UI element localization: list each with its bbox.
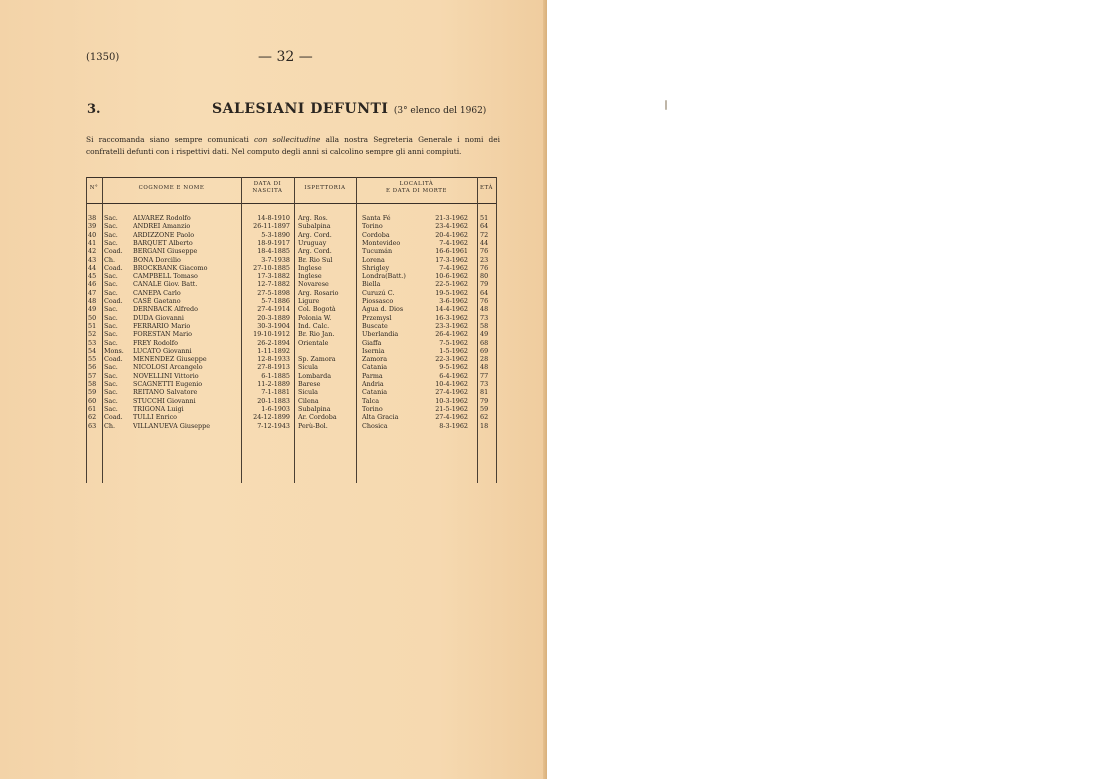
row-place: Isernia <box>362 346 385 355</box>
row-birth: 18-4-1885 <box>257 247 290 256</box>
table-row <box>86 339 497 347</box>
row-inspectorate: Lombarda <box>298 371 332 380</box>
row-death-date: 26-4-1962 <box>435 330 468 339</box>
row-name: NICOLOSI Arcangelo <box>133 363 203 372</box>
row-birth: 20-3-1889 <box>257 313 290 322</box>
row-age: 77 <box>480 371 489 380</box>
deceased-table <box>86 177 497 483</box>
row-age: 49 <box>480 330 489 339</box>
row-place: Cordoba <box>362 230 390 239</box>
table-row <box>86 264 497 272</box>
row-death-date: 27-4-1962 <box>435 413 468 422</box>
row-birth: 14-8-1910 <box>257 214 290 222</box>
row-inspectorate: Inglese <box>298 272 322 281</box>
row-age: 76 <box>480 247 489 256</box>
row-inspectorate: Novarese <box>298 280 329 289</box>
row-number: 62 <box>88 413 97 422</box>
row-death-date: 7-4-1962 <box>439 263 468 272</box>
row-number: 53 <box>88 338 97 347</box>
intro-paragraph <box>86 134 500 158</box>
row-place: Santa Fé <box>362 214 391 222</box>
row-death-date: 14-4-1962 <box>435 305 468 314</box>
row-inspectorate: Arg. Ros. <box>298 214 328 222</box>
row-death-date: 27-4-1962 <box>435 388 468 397</box>
row-inspectorate: Perù-Bol. <box>298 421 328 430</box>
row-birth: 3-7-1938 <box>261 255 290 264</box>
row-age: 76 <box>480 297 489 305</box>
row-birth: 6-1-1885 <box>261 371 290 380</box>
row-inspectorate: Cilena <box>298 396 319 405</box>
row-age: 58 <box>480 321 489 330</box>
row-death-date: 21-5-1962 <box>435 404 468 413</box>
row-name: VILLANUEVA Giuseppe <box>133 421 211 430</box>
row-number: 42 <box>88 247 97 256</box>
row-title: Sac. <box>104 288 118 297</box>
row-place: Torino <box>362 404 383 413</box>
table-row <box>86 322 497 330</box>
row-title: Sac. <box>104 371 118 380</box>
table-top-rule <box>86 177 497 178</box>
row-age: 18 <box>480 421 489 430</box>
row-inspectorate: Ind. Calc. <box>298 321 330 330</box>
row-name: CASÈ Gaetano <box>133 297 181 305</box>
row-name: DERNBACK Alfredo <box>133 305 198 314</box>
table-row <box>86 231 497 239</box>
row-place: Curuzú C. <box>362 288 395 297</box>
row-name: DUDA Giovanni <box>133 313 184 322</box>
row-title: Sac. <box>104 214 118 222</box>
row-birth: 5-3-1890 <box>261 230 290 239</box>
header-birth-line2: NASCITA <box>252 188 283 194</box>
row-title: Mons. <box>104 346 124 355</box>
table-row <box>86 405 497 413</box>
row-name: REITANO Salvatore <box>133 388 198 397</box>
row-number: 46 <box>88 280 97 289</box>
table-row <box>86 413 497 421</box>
table-row <box>86 380 497 388</box>
row-number: 38 <box>88 214 97 222</box>
table-row <box>86 280 497 288</box>
row-title: Sac. <box>104 380 118 388</box>
table-row <box>86 297 497 305</box>
row-number: 51 <box>88 321 97 330</box>
page-reference: (1350) <box>86 52 120 63</box>
row-name: STUCCHI Giovanni <box>133 396 196 405</box>
row-birth: 1-6-1903 <box>261 404 290 413</box>
row-inspectorate: Br. Rio Sul <box>298 255 333 264</box>
row-place: Andria <box>362 380 384 388</box>
row-death-date: 21-3-1962 <box>435 214 468 222</box>
row-title: Sac. <box>104 338 118 347</box>
row-name: CANALE Giov. Batt. <box>133 280 198 289</box>
row-birth: 27-4-1914 <box>257 305 290 314</box>
row-birth: 20-1-1883 <box>257 396 290 405</box>
row-title: Sac. <box>104 280 118 289</box>
row-title: Sac. <box>104 305 118 314</box>
row-age: 51 <box>480 214 489 222</box>
row-place: Parma <box>362 371 383 380</box>
row-birth: 27-8-1913 <box>257 363 290 372</box>
row-death-date: 23-3-1962 <box>435 321 468 330</box>
row-place: Biella <box>362 280 381 289</box>
row-age: 48 <box>480 363 489 372</box>
table-row <box>86 355 497 363</box>
row-place: Chosica <box>362 421 388 430</box>
row-birth: 26-11-1897 <box>253 222 290 231</box>
row-death-date: 20-4-1962 <box>435 230 468 239</box>
row-death-date: 10-3-1962 <box>435 396 468 405</box>
table-row <box>86 247 497 255</box>
row-number: 50 <box>88 313 97 322</box>
row-title: Sac. <box>104 222 118 231</box>
row-inspectorate: Inglese <box>298 263 322 272</box>
row-name: ANDREI Amanzio <box>133 222 191 231</box>
row-birth: 12-7-1882 <box>257 280 290 289</box>
row-age: 28 <box>480 355 489 364</box>
row-title: Sac. <box>104 363 118 372</box>
header-place-line1: LOCALITÀ <box>399 181 434 187</box>
row-death-date: 7-5-1962 <box>439 338 468 347</box>
row-title: Sac. <box>104 330 118 339</box>
section-title-text: SALESIANI DEFUNTI <box>212 101 389 117</box>
row-birth: 24-12-1899 <box>253 413 290 422</box>
row-name: TULLI Enrico <box>133 413 177 422</box>
row-number: 40 <box>88 230 97 239</box>
row-inspectorate: Br. Rio Jan. <box>298 330 335 339</box>
row-place: Agua d. Dios <box>362 305 404 314</box>
row-number: 55 <box>88 355 97 364</box>
row-title: Sac. <box>104 396 118 405</box>
row-title: Coad. <box>104 355 123 364</box>
row-inspectorate: Orientale <box>298 338 329 347</box>
row-name: BONA Dorcilio <box>133 255 181 264</box>
row-place: Giaffa <box>362 338 382 347</box>
row-birth: 5-7-1886 <box>261 297 290 305</box>
header-place <box>356 181 477 195</box>
row-death-date: 16-6-1961 <box>435 247 468 256</box>
row-inspectorate: Ar. Cordoba <box>298 413 337 422</box>
row-age: 44 <box>480 238 489 247</box>
row-number: 48 <box>88 297 97 305</box>
row-place: Uberlandia <box>362 330 399 339</box>
row-age: 64 <box>480 288 489 297</box>
row-place: Catania <box>362 363 388 372</box>
header-inspectorate: ISPETTORIA <box>304 185 346 191</box>
table-row <box>86 422 497 430</box>
row-age: 81 <box>480 388 489 397</box>
row-number: 60 <box>88 396 97 405</box>
row-death-date: 1-5-1962 <box>439 346 468 355</box>
row-inspectorate: Sicula <box>298 388 318 397</box>
row-inspectorate: Ligure <box>298 297 320 305</box>
table-row <box>86 289 497 297</box>
row-title: Sac. <box>104 313 118 322</box>
row-death-date: 19-5-1962 <box>435 288 468 297</box>
row-name: BERGANI Giuseppe <box>133 247 198 256</box>
row-name: SCAGNETTI Eugenio <box>133 380 203 388</box>
row-age: 73 <box>480 380 489 388</box>
row-inspectorate: Sp. Zamora <box>298 355 336 364</box>
row-inspectorate: Arg. Cord. <box>298 247 332 256</box>
header-age: ETÀ <box>480 185 493 191</box>
row-birth: 12-8-1933 <box>257 355 290 364</box>
row-age: 72 <box>480 230 489 239</box>
header-num: N° <box>89 185 99 191</box>
row-number: 41 <box>88 238 97 247</box>
row-name: LUCATO Giovanni <box>133 346 192 355</box>
row-place: Talca <box>362 396 380 405</box>
row-death-date: 17-3-1962 <box>435 255 468 264</box>
table-row <box>86 214 497 222</box>
row-title: Sac. <box>104 321 118 330</box>
section-title <box>212 101 486 117</box>
row-title: Coad. <box>104 247 123 256</box>
row-name: TRIGONA Luigi <box>133 404 184 413</box>
row-title: Sac. <box>104 388 118 397</box>
row-title: Ch. <box>104 255 116 264</box>
section-number: 3. <box>87 102 101 117</box>
row-death-date: 23-4-1962 <box>435 222 468 231</box>
header-place-line2: E DATA DI MORTE <box>385 188 448 194</box>
row-place: Catania <box>362 388 388 397</box>
row-inspectorate: Subalpina <box>298 222 331 231</box>
table-row <box>86 330 497 338</box>
row-age: 59 <box>480 404 489 413</box>
row-title: Coad. <box>104 413 123 422</box>
row-number: 43 <box>88 255 97 264</box>
table-row <box>86 314 497 322</box>
row-title: Coad. <box>104 263 123 272</box>
row-birth: 30-3-1904 <box>257 321 290 330</box>
row-death-date: 3-6-1962 <box>439 297 468 305</box>
row-age: 62 <box>480 413 489 422</box>
row-age: 69 <box>480 346 489 355</box>
row-birth: 18-9-1917 <box>257 238 290 247</box>
row-age: 64 <box>480 222 489 231</box>
row-number: 45 <box>88 272 97 281</box>
row-age: 68 <box>480 338 489 347</box>
row-birth: 7-12-1943 <box>257 421 290 430</box>
row-place: Przemysl <box>362 313 392 322</box>
row-number: 61 <box>88 404 97 413</box>
row-age: 76 <box>480 263 489 272</box>
row-number: 44 <box>88 263 97 272</box>
table-row <box>86 372 497 380</box>
row-place: Tucumán <box>362 247 393 256</box>
row-place: Zamora <box>362 355 388 364</box>
row-number: 59 <box>88 388 97 397</box>
row-age: 79 <box>480 280 489 289</box>
row-birth: 7-1-1881 <box>261 388 290 397</box>
page-number: — 32 — <box>258 49 313 65</box>
table-row <box>86 239 497 247</box>
row-death-date: 16-3-1962 <box>435 313 468 322</box>
row-birth: 19-10-1912 <box>253 330 290 339</box>
header-birth-line1: DATA DI <box>253 181 282 187</box>
row-place: Torino <box>362 222 383 231</box>
row-place: Buscate <box>362 321 388 330</box>
row-inspectorate: Uruguay <box>298 238 327 247</box>
table-row <box>86 305 497 313</box>
table-row <box>86 347 497 355</box>
row-death-date: 9-5-1962 <box>439 363 468 372</box>
paper-speck <box>665 100 667 110</box>
row-name: CAMPBELL Tomaso <box>133 272 198 281</box>
row-name: FREY Rodolfo <box>133 338 179 347</box>
intro-text-1: Si raccomanda siano sempre comunicati <box>86 135 255 144</box>
table-row <box>86 222 497 230</box>
row-death-date: 6-4-1962 <box>439 371 468 380</box>
table-row <box>86 272 497 280</box>
blank-page <box>547 0 1093 779</box>
row-number: 63 <box>88 421 97 430</box>
row-birth: 17-3-1882 <box>257 272 290 281</box>
intro-emphasis: con sollecitudine <box>254 135 321 144</box>
row-age: 80 <box>480 272 489 281</box>
row-title: Sac. <box>104 238 118 247</box>
row-title: Sac. <box>104 404 118 413</box>
row-name: ALVAREZ Rodolfo <box>133 214 191 222</box>
table-header-rule <box>86 203 497 204</box>
row-inspectorate: Sicula <box>298 363 318 372</box>
row-number: 54 <box>88 346 97 355</box>
row-age: 48 <box>480 305 489 314</box>
row-name: CANEPA Carlo <box>133 288 181 297</box>
header-name: COGNOME E NOME <box>138 185 205 191</box>
row-number: 47 <box>88 288 97 297</box>
row-place: Montevideo <box>362 238 401 247</box>
row-number: 39 <box>88 222 97 231</box>
row-title: Coad. <box>104 297 123 305</box>
row-death-date: 22-5-1962 <box>435 280 468 289</box>
row-number: 52 <box>88 330 97 339</box>
row-death-date: 7-4-1962 <box>439 238 468 247</box>
row-place: Lorena <box>362 255 385 264</box>
row-birth: 27-5-1898 <box>257 288 290 297</box>
section-subtitle: (3° elenco del 1962) <box>393 106 487 116</box>
row-inspectorate: Arg. Cord. <box>298 230 332 239</box>
row-inspectorate: Polonia W. <box>298 313 332 322</box>
row-name: BROCKBANK Giacomo <box>133 263 208 272</box>
row-birth: 11-2-1889 <box>257 380 290 388</box>
table-row <box>86 397 497 405</box>
row-title: Sac. <box>104 230 118 239</box>
row-place: Piossasco <box>362 297 394 305</box>
row-number: 49 <box>88 305 97 314</box>
row-death-date: 10-6-1962 <box>435 272 468 281</box>
row-name: FORESTAN Mario <box>133 330 192 339</box>
row-inspectorate: Col. Bogotà <box>298 305 336 314</box>
row-place: Alta Gracia <box>362 413 399 422</box>
row-birth: 26-2-1894 <box>257 338 290 347</box>
row-inspectorate: Arg. Rosario <box>298 288 339 297</box>
row-age: 79 <box>480 396 489 405</box>
row-birth: 1-11-1892 <box>257 346 290 355</box>
header-birth <box>241 181 294 195</box>
table-row <box>86 256 497 264</box>
row-birth: 27-10-1885 <box>253 263 290 272</box>
row-name: NOVELLINI Vittorio <box>133 371 199 380</box>
row-name: ARDIZZONE Paolo <box>133 230 195 239</box>
row-inspectorate: Barese <box>298 380 321 388</box>
row-inspectorate: Subalpina <box>298 404 331 413</box>
row-name: BARQUET Alberto <box>133 238 193 247</box>
row-name: FERRARIO Mario <box>133 321 191 330</box>
row-number: 56 <box>88 363 97 372</box>
row-death-date: 10-4-1962 <box>435 380 468 388</box>
table-row <box>86 388 497 396</box>
row-place: Shrigley <box>362 263 390 272</box>
row-death-date: 8-3-1962 <box>439 421 468 430</box>
row-age: 23 <box>480 255 489 264</box>
row-number: 57 <box>88 371 97 380</box>
row-title: Ch. <box>104 421 116 430</box>
row-title: Sac. <box>104 272 118 281</box>
row-death-date: 22-3-1962 <box>435 355 468 364</box>
row-name: MENENDEZ Giuseppe <box>133 355 207 364</box>
table-row <box>86 363 497 371</box>
row-number: 58 <box>88 380 97 388</box>
row-place: Londra(Batt.) <box>362 272 406 281</box>
intro-text-2: alla nostra Segreteria Generale i nomi dei confratelli defunti con i rispettivi dati. Nel computo degli anni si calcolino sempre gli anni compiuti. <box>86 135 500 156</box>
row-age: 73 <box>480 313 489 322</box>
